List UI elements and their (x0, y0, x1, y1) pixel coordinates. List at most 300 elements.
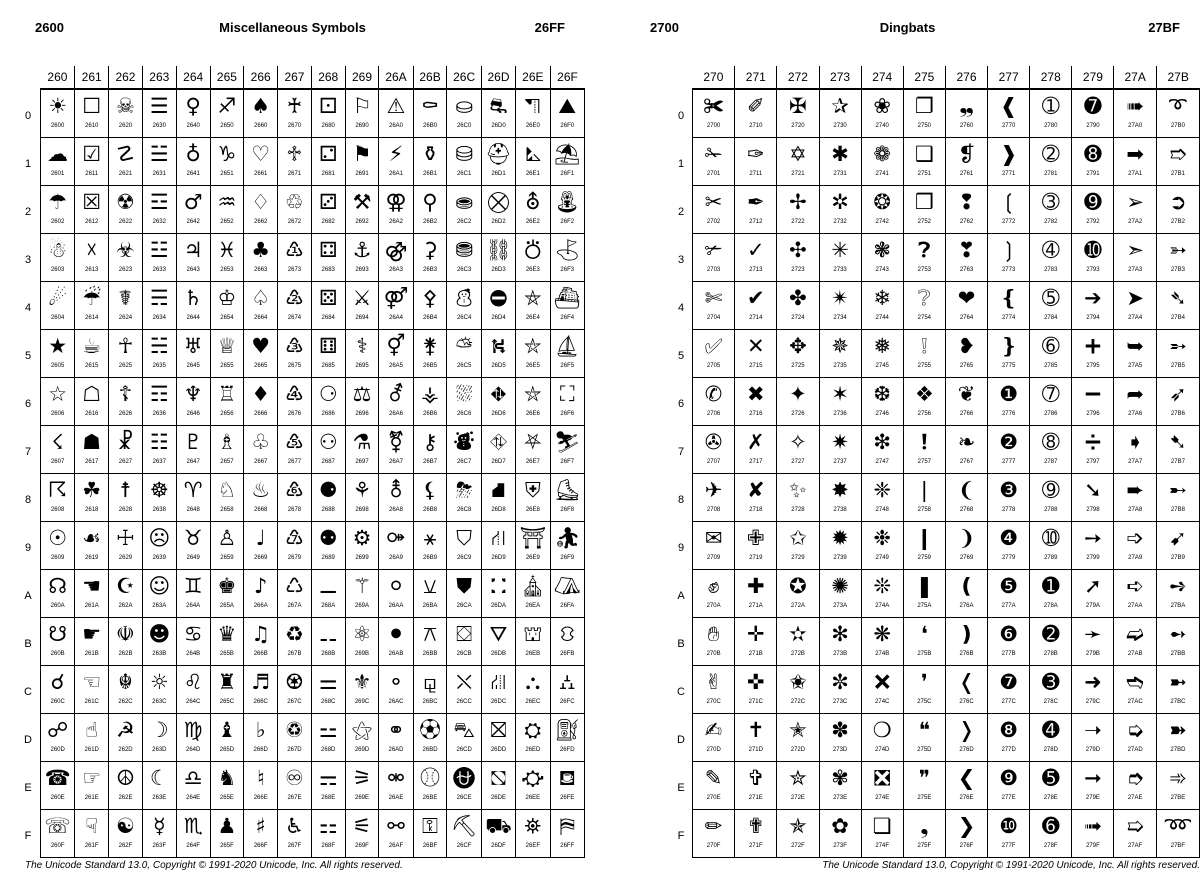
glyph-cell-2655 (210, 330, 244, 378)
code-point-label: 265C (219, 699, 235, 705)
glyph: ⚀︎ (319, 94, 338, 118)
glyph: ❑︎ (914, 142, 934, 166)
code-point-label: 26B4 (423, 315, 438, 321)
code-point-label: 2780 (1044, 123, 1058, 129)
row-header: 2 (677, 206, 685, 218)
glyph-cell-2751 (903, 138, 945, 186)
glyph: ⛑︎ (485, 142, 512, 166)
glyph-cell-2624 (109, 282, 143, 330)
code-point-label: 266D (253, 747, 268, 753)
code-point-label: 273E (833, 795, 848, 801)
code-point-label: 26DB (490, 651, 506, 657)
glyph-cell-26f4 (550, 282, 585, 330)
glyph-cell-270a (693, 570, 735, 618)
column-header: 26C (447, 66, 481, 89)
glyph: ❿︎ (999, 814, 1019, 838)
glyph: ❷︎ (999, 430, 1019, 454)
code-point-label: 2729 (791, 555, 805, 561)
glyph: ♏︎ (183, 814, 203, 838)
glyph-cell-2712 (735, 186, 777, 234)
glyph: ➫︎ (1126, 622, 1144, 646)
glyph-cell-2629 (109, 522, 143, 570)
glyph-cell-26f1 (550, 138, 585, 186)
code-point-label: 2642 (186, 219, 200, 225)
code-point-label: 26B8 (423, 507, 438, 513)
glyph: ⚞︎ (352, 766, 372, 790)
glyph: ☊︎ (48, 574, 67, 598)
code-point-label: 267A (287, 603, 302, 609)
glyph-cell-2651 (210, 138, 244, 186)
code-point-label: 273B (833, 651, 848, 657)
code-point-label: 2798 (1086, 507, 1100, 513)
glyph-cell-26f0 (550, 89, 585, 138)
code-point-label: 264E (186, 795, 201, 801)
glyph-cell-269b (345, 618, 379, 666)
glyph-cell-26b4 (413, 282, 447, 330)
code-point-label: 2611 (85, 171, 99, 177)
code-point-label: 2722 (791, 219, 805, 225)
glyph: ❳︎ (999, 238, 1018, 262)
glyph: ✣︎ (789, 238, 807, 262)
code-point-label: 27BD (1170, 747, 1186, 753)
glyph-cell-2682 (311, 186, 345, 234)
code-point-label: 2623 (118, 267, 133, 273)
glyph: ♻︎ (285, 622, 304, 646)
row-header: 7 (24, 446, 32, 458)
glyph: ⛉︎ (456, 526, 473, 550)
code-point-label: 275B (917, 651, 932, 657)
code-point-label: 2622 (118, 219, 133, 225)
code-point-label: 267B (287, 651, 302, 657)
glyph: ➉︎ (1041, 526, 1060, 550)
glyph: ♠︎ (251, 94, 271, 118)
code-point-label: 27B6 (1170, 411, 1185, 417)
code-point-label: 2626 (118, 411, 133, 417)
glyph-cell-278a (1030, 570, 1072, 618)
glyph-cell-274a (861, 570, 903, 618)
column-header: 272 (777, 66, 819, 89)
glyph-cell-27b5 (1156, 330, 1199, 378)
glyph: ⚉︎ (318, 526, 338, 550)
glyph: ❎︎ (874, 766, 891, 790)
glyph-cell-272d (777, 714, 819, 762)
glyph-cell-2711 (735, 138, 777, 186)
glyph: ⚒︎ (352, 190, 372, 214)
glyph: ⚭︎ (387, 718, 405, 742)
code-point-label: 2717 (749, 459, 763, 465)
glyph: ⛸︎ (553, 478, 581, 502)
glyph: ⛼︎ (559, 670, 576, 694)
code-point-label: 27AF (1127, 843, 1143, 849)
glyph: ☰︎ (149, 94, 169, 118)
glyph-cell-2716 (735, 378, 777, 426)
row-header: C (24, 686, 32, 698)
code-point-label: 27B5 (1170, 363, 1185, 369)
glyph-cell-26f9 (550, 522, 585, 570)
row-header: E (24, 782, 32, 794)
glyph-cell-26d5 (481, 330, 515, 378)
row-header: E (677, 782, 685, 794)
code-point-label: 26FD (559, 747, 575, 753)
code-point-label: 274D (875, 747, 890, 753)
glyph-cell-2613 (75, 234, 109, 282)
glyph-cell-2788 (1030, 474, 1072, 522)
glyph-cell-2714 (735, 282, 777, 330)
glyph: ✏︎ (704, 814, 723, 838)
glyph-cell-2665 (244, 330, 278, 378)
glyph: ⚺︎ (423, 574, 438, 598)
column-header: 279 (1072, 66, 1114, 89)
glyph: ⛔︎ (489, 286, 508, 310)
glyph-cell-2616 (75, 378, 109, 426)
code-point-label: 2786 (1044, 411, 1058, 417)
glyph-cell-26d6 (481, 378, 515, 426)
glyph: ❐︎ (914, 94, 934, 118)
glyph: ⚣︎ (384, 238, 408, 262)
code-point-label: 278A (1043, 603, 1058, 609)
glyph: ➶︎ (1169, 382, 1187, 406)
glyph: ❔︎ (918, 286, 931, 310)
glyph: ☓︎ (86, 238, 98, 262)
glyph: ⛘︎ (491, 478, 506, 502)
glyph-cell-2681 (311, 138, 345, 186)
glyph: ⛺︎ (553, 574, 581, 598)
glyph-cell-27a5 (1114, 330, 1156, 378)
glyph: ☾︎ (149, 766, 169, 790)
code-point-label: 2761 (959, 171, 974, 177)
code-point-label: 266B (253, 651, 268, 657)
glyph: ♰︎ (286, 94, 303, 118)
glyph: ➁︎ (1041, 142, 1060, 166)
glyph: ✭︎ (789, 718, 807, 742)
code-point-label: 261B (84, 651, 99, 657)
code-point-label: 2795 (1086, 363, 1100, 369)
row-header: D (677, 734, 685, 746)
glyph: ⛯︎ (524, 814, 542, 838)
glyph: ⚔︎ (352, 286, 372, 310)
glyph-cell-271f (735, 810, 777, 858)
glyph: ✟︎ (746, 814, 765, 838)
glyph: ♁︎ (185, 142, 201, 166)
glyph: ✉︎ (704, 526, 723, 550)
code-point-label: 26E2 (525, 219, 540, 225)
glyph-cell-2782 (1030, 186, 1072, 234)
glyph-cell-27b4 (1156, 282, 1199, 330)
glyph: ✂︎ (704, 190, 723, 214)
glyph: ♨︎ (251, 478, 271, 502)
glyph-cell-26c7 (447, 426, 481, 474)
code-point-label: 26C7 (456, 459, 472, 465)
glyph-cell-2744 (861, 282, 903, 330)
glyph-cell-26d4 (481, 282, 515, 330)
glyph-cell-26dc (481, 666, 515, 714)
code-point-label: 2765 (959, 363, 974, 369)
glyph-cell-26b6 (413, 378, 447, 426)
code-point-label: 2740 (875, 123, 889, 129)
code-point-label: 26D2 (491, 219, 506, 225)
glyph-cell-26b1 (413, 138, 447, 186)
code-point-label: 2601 (50, 171, 65, 177)
glyph-cell-2707 (693, 426, 735, 474)
block-title: Dingbats (879, 20, 936, 35)
row-header: 9 (677, 542, 685, 554)
glyph: ❭︎ (957, 718, 976, 742)
glyph: ⛟︎ (485, 814, 512, 838)
code-point-label: 278F (1043, 843, 1058, 849)
code-point-label: 268A (321, 603, 336, 609)
code-point-label: 264F (186, 843, 200, 849)
glyph: ❬︎ (957, 670, 976, 694)
glyph-cell-260b (41, 618, 75, 666)
glyph-cell-27bc (1156, 666, 1199, 714)
glyph-cell-263d (142, 714, 176, 762)
glyph: ♶︎ (285, 382, 304, 406)
glyph-cell-2609 (41, 522, 75, 570)
code-point-label: 262F (118, 843, 133, 849)
glyph: ⚢︎ (385, 190, 407, 214)
glyph: ♍︎ (183, 718, 203, 742)
code-point-label: 26A4 (388, 315, 403, 321)
code-point-label: 2756 (917, 411, 932, 417)
glyph: ❫︎ (957, 622, 976, 646)
code-point-label: 27BF (1170, 843, 1186, 849)
glyph: ⛅︎ (455, 334, 473, 358)
code-point-label: 264B (186, 651, 201, 657)
code-point-label: 267D (287, 747, 302, 753)
code-point-label: 2781 (1044, 171, 1058, 177)
code-point-label: 271C (748, 699, 763, 705)
code-point-label: 272B (790, 651, 805, 657)
glyph: ✑︎ (746, 142, 765, 166)
glyph: ✪︎ (789, 574, 807, 598)
glyph-cell-2694 (345, 282, 379, 330)
glyph: ♼︎ (285, 670, 304, 694)
glyph: ❟︎ (920, 814, 929, 838)
code-point-label: 261D (84, 747, 99, 753)
glyph-cell-271b (735, 618, 777, 666)
glyph: ⚫︎ (387, 622, 405, 646)
block-title: Miscellaneous Symbols (219, 20, 366, 35)
glyph: ❅︎ (873, 334, 892, 358)
glyph: ⚂︎ (319, 190, 338, 214)
code-point-label: 2689 (321, 555, 335, 561)
glyph: ⚵︎ (422, 334, 438, 358)
glyph-cell-272b (777, 618, 819, 666)
code-point-label: 2666 (254, 411, 268, 417)
code-point-label: 2788 (1044, 507, 1058, 513)
code-point-label: 26BC (422, 699, 438, 705)
glyph: ♳︎ (285, 238, 304, 262)
glyph: ⚙︎ (352, 526, 372, 550)
glyph-cell-27a3 (1114, 234, 1156, 282)
glyph: ⛲︎ (553, 190, 581, 214)
glyph: ✩︎ (789, 526, 807, 550)
code-point-label: 2785 (1044, 363, 1058, 369)
glyph: ♈︎ (183, 478, 203, 502)
code-point-label: 2732 (833, 219, 847, 225)
code-point-label: 26E6 (525, 411, 540, 417)
code-point-label: 2702 (706, 219, 721, 225)
glyph: ⛠︎ (524, 94, 542, 118)
glyph: ⛎︎ (450, 766, 478, 790)
glyph: ⚲︎ (422, 190, 438, 214)
glyph-cell-2721 (777, 138, 819, 186)
code-point-label: 26EC (525, 699, 541, 705)
code-point-label: 26C4 (456, 315, 472, 321)
code-point-label: 26F5 (560, 363, 575, 369)
code-point-label: 27A9 (1128, 555, 1143, 561)
glyph-cell-2649 (176, 522, 210, 570)
glyph-cell-266c (244, 666, 278, 714)
code-point-label: 26CA (456, 603, 472, 609)
code-point-label: 260B (50, 651, 65, 657)
glyph-cell-26d9 (481, 522, 515, 570)
glyph-cell-2622 (109, 186, 143, 234)
code-point-label: 2684 (321, 315, 335, 321)
glyph: ➷︎ (1169, 430, 1187, 454)
glyph: ➛︎ (1084, 622, 1102, 646)
code-point-label: 269F (355, 843, 369, 849)
glyph-cell-275d (903, 714, 945, 762)
glyph: ➊︎ (1041, 574, 1060, 598)
code-point-label: 26C3 (456, 267, 472, 273)
code-point-label: 2692 (355, 219, 369, 225)
glyph-cell-27b1 (1156, 138, 1199, 186)
glyph: ☺︎ (148, 574, 171, 598)
code-point-label: 2682 (321, 219, 335, 225)
glyph: ⛇︎ (453, 430, 475, 454)
glyph: ➨︎ (1126, 478, 1144, 502)
glyph: ❙︎ (915, 526, 934, 550)
glyph-cell-2693 (345, 234, 379, 282)
code-point-label: 265A (219, 603, 234, 609)
glyph-cell-275a (903, 570, 945, 618)
code-point-label: 2706 (706, 411, 721, 417)
code-point-label: 271B (748, 651, 763, 657)
glyph-cell-2731 (819, 138, 861, 186)
code-point-label: 26FF (560, 843, 575, 849)
glyph: ♚︎ (217, 574, 237, 598)
glyph-cell-26aa (379, 570, 413, 618)
glyph-cell-2746 (861, 378, 903, 426)
code-point-label: 260E (50, 795, 65, 801)
glyph: ⛳︎ (553, 238, 581, 262)
glyph: ➩︎ (1126, 526, 1144, 550)
code-point-label: 2762 (959, 219, 974, 225)
glyph: ☘︎ (82, 478, 102, 502)
code-point-label: 2656 (220, 411, 234, 417)
glyph: ⛶︎ (559, 382, 575, 406)
glyph-cell-2642 (176, 186, 210, 234)
glyph-cell-262e (109, 762, 143, 810)
glyph-cell-278f (1030, 810, 1072, 858)
glyph-cell-263b (142, 618, 176, 666)
glyph-cell-2677 (278, 426, 312, 474)
code-point-label: 2649 (186, 555, 200, 561)
glyph-cell-26c6 (447, 378, 481, 426)
glyph: ✺︎ (831, 574, 849, 598)
glyph: ⚝︎ (351, 718, 373, 742)
code-point-label: 2796 (1086, 411, 1100, 417)
glyph: ✦︎ (789, 382, 807, 406)
code-point-label: 26AE (388, 795, 404, 801)
code-point-label: 2621 (118, 171, 133, 177)
glyph: ⛾︎ (558, 766, 576, 790)
glyph: ➅︎ (1041, 334, 1060, 358)
glyph-cell-2770 (988, 89, 1030, 138)
code-point-label: 2667 (254, 459, 268, 465)
code-point-label: 2632 (152, 219, 166, 225)
code-point-label: 2612 (85, 219, 99, 225)
code-point-label: 26A2 (388, 219, 403, 225)
glyph: ➻︎ (1169, 622, 1187, 646)
glyph-cell-2644 (176, 282, 210, 330)
code-point-label: 26AA (388, 603, 404, 609)
glyph-cell-2659 (210, 522, 244, 570)
glyph: ✲︎ (831, 190, 849, 214)
glyph-cell-2702 (693, 186, 735, 234)
code-point-label: 261A (84, 603, 99, 609)
code-point-label: 26CF (456, 843, 472, 849)
code-point-label: 2745 (875, 363, 889, 369)
glyph-cell-27a4 (1114, 282, 1156, 330)
glyph: ➺︎ (1169, 574, 1187, 598)
glyph-cell-2713 (735, 234, 777, 282)
glyph: ➔︎ (1084, 286, 1102, 310)
code-point-label: 2748 (875, 507, 889, 513)
glyph-cell-2695 (345, 330, 379, 378)
code-point-label: 26E1 (525, 171, 540, 177)
glyph: ★︎ (48, 334, 68, 358)
glyph: ⚟︎ (352, 814, 372, 838)
glyph: ⚕︎ (356, 334, 368, 358)
glyph-cell-26c1 (447, 138, 481, 186)
glyph: ➐︎ (1084, 94, 1102, 118)
column-header: 26B (413, 66, 447, 89)
copyright-footer: The Unicode Standard 13.0, Copyright © 1991-2020 Unicode, Inc. All rights reserved. (25, 860, 403, 871)
code-point-label: 270F (706, 843, 721, 849)
glyph-cell-275f (903, 810, 945, 858)
code-point-label: 2701 (706, 171, 721, 177)
glyph: ⚼︎ (422, 670, 438, 694)
glyph-cell-277c (988, 666, 1030, 714)
glyph: ⛭︎ (524, 718, 542, 742)
code-point-label: 26A5 (388, 363, 403, 369)
glyph: ⛽︎ (553, 718, 581, 742)
code-point-label: 2719 (749, 555, 763, 561)
code-point-label: 2640 (186, 123, 200, 129)
code-point-label: 27BE (1170, 795, 1186, 801)
code-point-label: 26E5 (525, 363, 540, 369)
glyph-cell-2734 (819, 282, 861, 330)
code-point-label: 273C (832, 699, 848, 705)
glyph-cell-2739 (819, 522, 861, 570)
code-point-label: 2685 (321, 363, 335, 369)
glyph: ⛁︎ (455, 142, 473, 166)
glyph-cell-272e (777, 762, 819, 810)
range-end-label: 27BF (1148, 20, 1180, 35)
glyph-cell-27a9 (1114, 522, 1156, 570)
glyph: ⛃︎ (455, 238, 473, 262)
glyph: ☋︎ (48, 622, 67, 646)
glyph: ➋︎ (1041, 622, 1060, 646)
glyph-cell-269e (345, 762, 379, 810)
glyph: ☮︎ (116, 766, 135, 790)
glyph: ✿︎ (831, 814, 849, 838)
glyph-cell-27bb (1156, 618, 1199, 666)
code-point-label: 26DD (490, 747, 507, 753)
glyph: ☚︎ (82, 574, 102, 598)
